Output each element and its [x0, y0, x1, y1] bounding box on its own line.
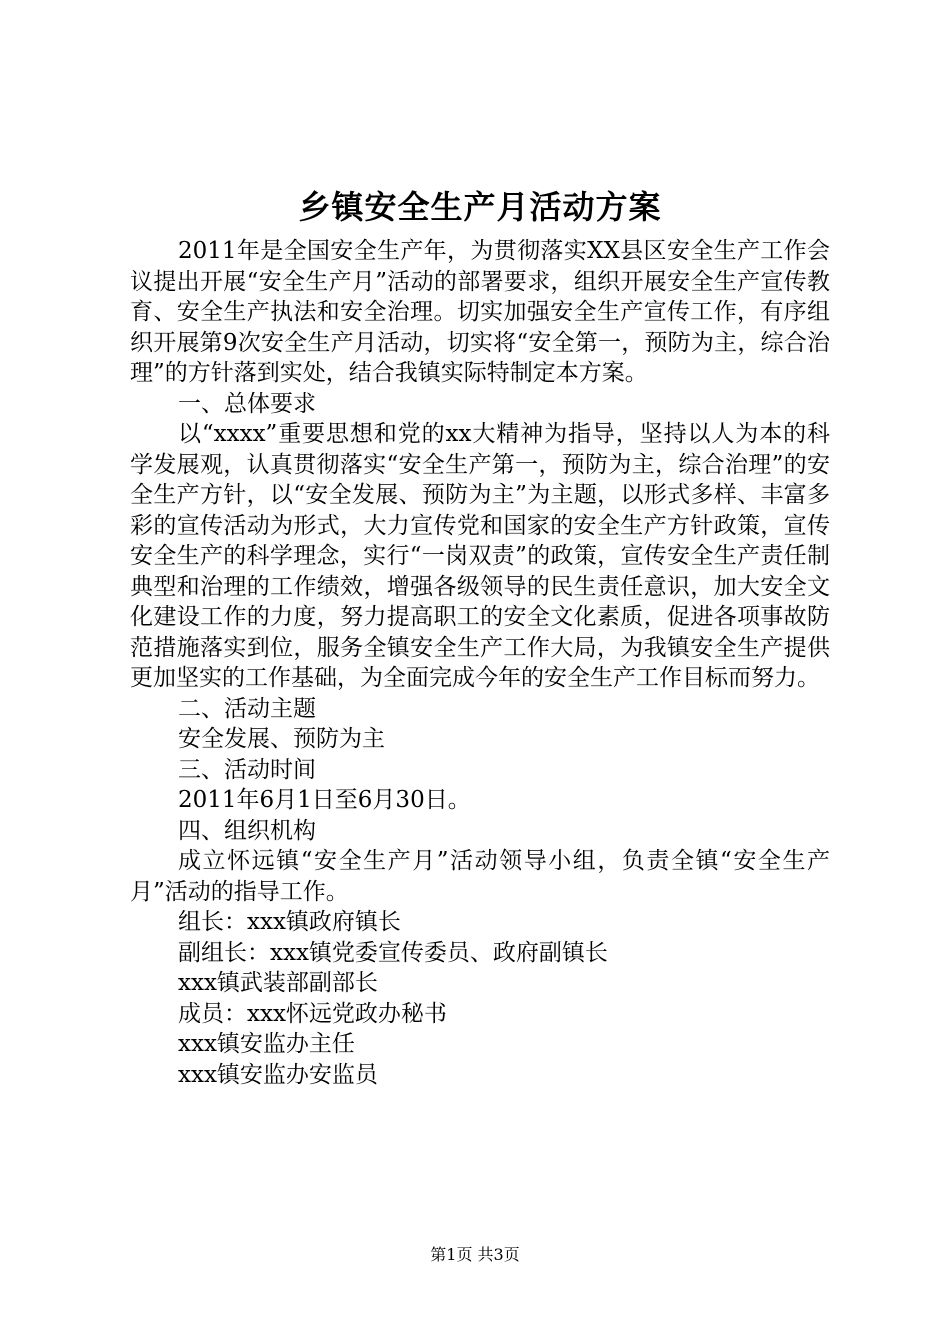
- document-body: [130, 236, 830, 1090]
- section-heading-organization: 四、组织机构: [178, 817, 316, 844]
- activity-theme-text: 安全发展、预防为主: [178, 726, 385, 752]
- activity-time-text: 2011年6月1日至6月30日。: [178, 787, 471, 813]
- section-heading-activity-theme: 二、活动主题: [178, 695, 316, 722]
- member-line: 成员：xxx怀远党政办秘书: [178, 1000, 447, 1027]
- section-heading-activity-time: 三、活动时间: [178, 756, 316, 783]
- document-title: 乡镇安全生产月活动方案: [298, 188, 662, 226]
- member-line-3: xxx镇安监办安监员: [178, 1061, 378, 1088]
- deputy-leader-line-2: xxx镇武装部副部长: [178, 970, 378, 996]
- deputy-leader-line: 副组长：xxx镇党委宣传委员、政府副镇长: [178, 939, 608, 966]
- member-line-2: xxx镇安监办主任: [178, 1031, 355, 1057]
- section-heading-general-requirements: 一、总体要求: [178, 390, 316, 417]
- team-leader-line: 组长：xxx镇政府镇长: [178, 909, 401, 935]
- document-page: [130, 0, 830, 1344]
- intro-paragraph: 2011年是全国安全生产年，为贯彻落实XX县区安全生产工作会议提出开展“安全生产月”活动的部署要求，组织开展安全生产宣传教育、安全生产执法和安全治理。切实加强安全生产宣传工作，有序组织开展第9次安全生产月活动，切实将“安全第一，预防为主，综合治理”的方针落到实处，结合我镇实际特制定本方案。: [130, 238, 830, 386]
- organization-paragraph: 成立怀远镇“安全生产月”活动领导小组，负责全镇“安全生产月”活动的指导工作。: [130, 848, 830, 905]
- general-requirements-paragraph: 以“xxxx”重要思想和党的xx大精神为指导，坚持以人为本的科学发展观，认真贯彻落实“安全生产第一，预防为主，综合治理”的安全生产方针，以“安全发展、预防为主”为主题，以形式多样、丰富多彩的宣传活动为形式，大力宣传党和国家的安全生产方针政策，宣传安全生产的科学理念，实行“一岗双责”的政策，宣传安全生产责任制典型和治理的工作绩效，增强各级领导的民生责任意识，加大安全文化建设工作的力度，努力提高职工的安全文化素质，促进各项事故防范措施落实到位，服务全镇安全生产工作大局，为我镇安全生产提供更加坚实的工作基础，为全面完成今年的安全生产工作目标而努力。: [130, 421, 830, 691]
- page-number-footer: 第1页 共3页: [430, 1245, 520, 1264]
